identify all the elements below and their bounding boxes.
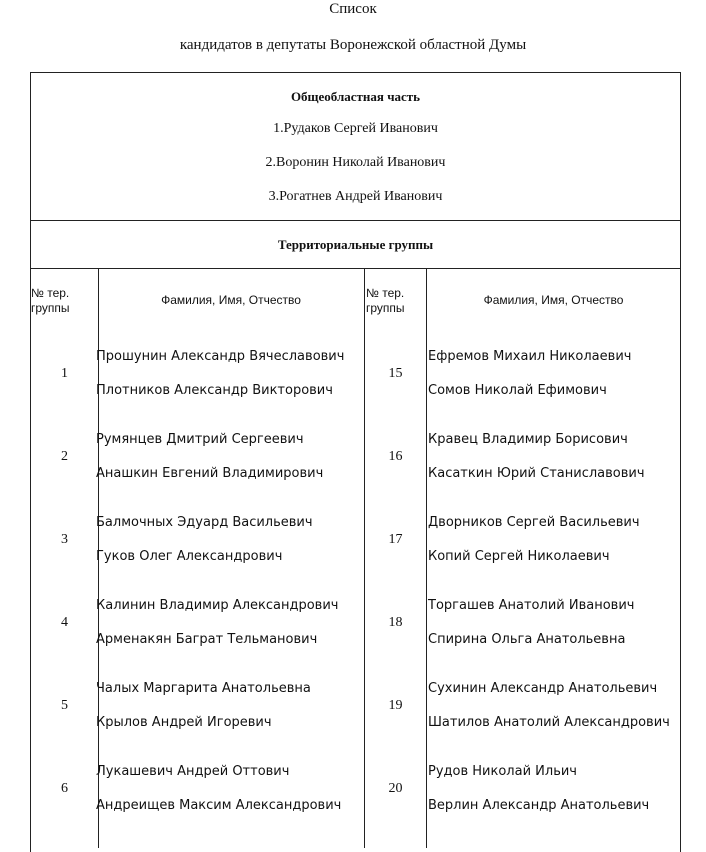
candidate-name: Плотников Александр Викторович [96, 383, 333, 398]
candidate-name: Прошунин Александр Вячеславович [96, 349, 345, 364]
candidate-name: Спирина Ольга Анатольевна [428, 632, 626, 647]
candidate-name: Кравец Владимир Борисович [428, 432, 628, 447]
candidate-name: Касаткин Юрий Станиславович [428, 466, 645, 481]
group-number: 20 [388, 781, 403, 796]
candidate-name: Балмочных Эдуард Васильевич [96, 515, 313, 530]
group-number: 2 [61, 449, 68, 464]
group-number: 6 [61, 781, 68, 796]
group-number: 17 [388, 532, 403, 547]
group-number: 3 [61, 532, 68, 547]
candidate-name: Калинин Владимир Александрович [96, 598, 339, 613]
table-divider-territorial [30, 268, 681, 269]
group-number: 19 [388, 698, 403, 713]
candidate-name: Копий Сергей Николаевич [428, 549, 610, 564]
column-divider-3 [426, 268, 427, 848]
candidate-name: Дворников Сергей Васильевич [428, 515, 640, 530]
candidate-name: Рудов Николай Ильич [428, 764, 577, 779]
document-title: Список [329, 1, 377, 17]
group-number: 5 [61, 698, 68, 713]
group-number: 1 [61, 366, 68, 381]
group-number: 18 [388, 615, 403, 630]
candidate-name: Арменакян Баграт Тельманович [96, 632, 318, 647]
candidate-name: Шатилов Анатолий Александрович [428, 715, 670, 730]
candidate-name: Лукашевич Андрей Оттович [96, 764, 290, 779]
regional-candidate: 3.Рогатнев Андрей Иванович [268, 189, 443, 204]
candidate-name: Торгашев Анатолий Иванович [428, 598, 635, 613]
territorial-heading: Территориальные группы [277, 237, 434, 252]
candidate-name: Крылов Андрей Игоревич [96, 715, 272, 730]
regional-candidate: 2.Воронин Николай Иванович [265, 155, 446, 170]
candidate-name: Ефремов Михаил Николаевич [428, 349, 632, 364]
candidate-name: Чалых Маргарита Анатольевна [96, 681, 311, 696]
candidate-name: Верлин Александр Анатольевич [428, 798, 650, 813]
candidate-name: Сомов Николай Ефимович [428, 383, 607, 398]
column-header-group-number: № тер. группы [366, 286, 405, 315]
document-subtitle: кандидатов в депутаты Воронежской областной Думы [179, 37, 527, 53]
candidate-name: Анашкин Евгений Владимирович [96, 466, 324, 481]
candidate-name: Гуков Олег Александрович [96, 549, 283, 564]
column-divider-2 [364, 268, 365, 848]
candidate-name: Сухинин Александр Анатольевич [428, 681, 658, 696]
group-number: 4 [61, 615, 68, 630]
table-divider-regional [30, 220, 681, 221]
group-number: 15 [388, 366, 403, 381]
candidate-name: Андреищев Максим Александрович [96, 798, 342, 813]
group-number: 16 [388, 449, 403, 464]
column-header-full-name: Фамилия, Имя, Отчество [483, 293, 624, 307]
column-header-group-number: № тер. группы [31, 286, 70, 315]
candidate-name: Румянцев Дмитрий Сергеевич [96, 432, 304, 447]
regional-heading: Общеобластная часть [290, 89, 421, 104]
column-header-full-name: Фамилия, Имя, Отчество [161, 293, 301, 307]
regional-candidate: 1.Рудаков Сергей Иванович [273, 121, 438, 136]
